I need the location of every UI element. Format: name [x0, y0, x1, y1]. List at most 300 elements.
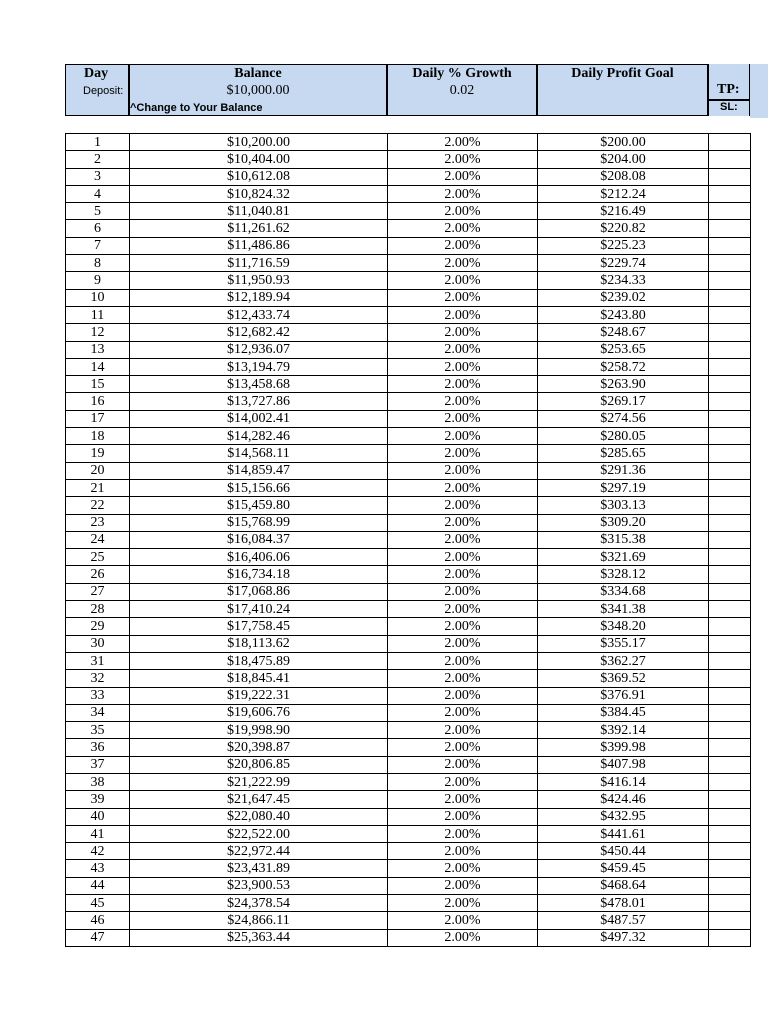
goal-cell: $468.64: [538, 877, 709, 894]
goal-cell: $497.32: [538, 929, 709, 946]
day-cell: 27: [66, 583, 130, 600]
balance-cell: $22,080.40: [130, 808, 388, 825]
table-row: [66, 583, 751, 600]
balance-cell: $14,282.46: [130, 428, 388, 445]
table-row: [66, 462, 751, 479]
table-row: [66, 306, 751, 323]
growth-cell: 2.00%: [388, 860, 538, 877]
table-row: [66, 185, 751, 202]
day-cell: 12: [66, 324, 130, 341]
day-cell: 19: [66, 445, 130, 462]
tp-sl-cell[interactable]: [709, 929, 751, 946]
growth-cell: 2.00%: [388, 825, 538, 842]
balance-cell: $12,682.42: [130, 324, 388, 341]
day-cell: 33: [66, 687, 130, 704]
table-row: [66, 566, 751, 583]
tp-sl-cell[interactable]: [709, 877, 751, 894]
balance-cell: $11,261.62: [130, 220, 388, 237]
growth-table-body: [66, 134, 751, 947]
table-row: [66, 289, 751, 306]
balance-cell: $11,950.93: [130, 272, 388, 289]
table-row: [66, 601, 751, 618]
goal-cell: $478.01: [538, 895, 709, 912]
tp-sl-cell[interactable]: [709, 635, 751, 652]
day-cell: 43: [66, 860, 130, 877]
day-cell: 41: [66, 825, 130, 842]
tp-sl-cell[interactable]: [709, 272, 751, 289]
growth-cell: 2.00%: [388, 445, 538, 462]
balance-cell: $14,859.47: [130, 462, 388, 479]
day-cell: 40: [66, 808, 130, 825]
goal-column-title: Daily Profit Goal: [571, 66, 674, 81]
growth-cell: 2.00%: [388, 704, 538, 721]
day-cell: 35: [66, 722, 130, 739]
balance-cell: $24,866.11: [130, 912, 388, 929]
tp-sl-header-cell: [708, 64, 750, 116]
balance-cell: $13,458.68: [130, 376, 388, 393]
balance-change-note: ^Change to Your Balance: [130, 102, 263, 114]
header-band: [65, 64, 768, 118]
table-row: [66, 687, 751, 704]
deposit-balance-input[interactable]: $10,000.00: [226, 83, 290, 98]
table-row: [66, 203, 751, 220]
balance-cell: $16,084.37: [130, 531, 388, 548]
table-row: [66, 912, 751, 929]
growth-cell: 2.00%: [388, 583, 538, 600]
day-cell: 10: [66, 289, 130, 306]
table-row: [66, 220, 751, 237]
table-row: [66, 341, 751, 358]
day-cell: 36: [66, 739, 130, 756]
day-cell: 23: [66, 514, 130, 531]
growth-cell: 2.00%: [388, 601, 538, 618]
growth-cell: 2.00%: [388, 134, 538, 151]
balance-cell: $19,222.31: [130, 687, 388, 704]
goal-cell: $291.36: [538, 462, 709, 479]
table-row: [66, 843, 751, 860]
balance-cell: $12,189.94: [130, 289, 388, 306]
day-cell: 21: [66, 479, 130, 496]
growth-cell: 2.00%: [388, 791, 538, 808]
growth-cell: 2.00%: [388, 843, 538, 860]
balance-cell: $22,522.00: [130, 825, 388, 842]
growth-cell: 2.00%: [388, 428, 538, 445]
tp-sl-cell[interactable]: [709, 358, 751, 375]
balance-cell: $12,433.74: [130, 306, 388, 323]
goal-header-cell: [537, 64, 708, 116]
balance-cell: $23,900.53: [130, 877, 388, 894]
growth-header-cell: [387, 64, 537, 116]
tp-sl-cell[interactable]: [709, 514, 751, 531]
growth-cell: 2.00%: [388, 929, 538, 946]
day-cell: 11: [66, 306, 130, 323]
tp-sl-cell[interactable]: [709, 722, 751, 739]
table-row: [66, 756, 751, 773]
growth-cell: 2.00%: [388, 272, 538, 289]
table-row: [66, 168, 751, 185]
tp-sl-cell[interactable]: [709, 168, 751, 185]
growth-cell: 2.00%: [388, 808, 538, 825]
tp-sl-cell[interactable]: [709, 324, 751, 341]
goal-cell: $450.44: [538, 843, 709, 860]
balance-cell: $10,200.00: [130, 134, 388, 151]
table-row: [66, 255, 751, 272]
tp-sl-cell[interactable]: [709, 376, 751, 393]
table-row: [66, 825, 751, 842]
day-cell: 20: [66, 462, 130, 479]
tp-sl-cell[interactable]: [709, 583, 751, 600]
balance-cell: $10,612.08: [130, 168, 388, 185]
table-row: [66, 134, 751, 151]
table-row: [66, 393, 751, 410]
day-cell: 37: [66, 756, 130, 773]
day-cell: 45: [66, 895, 130, 912]
day-cell: 22: [66, 497, 130, 514]
tp-sl-cell[interactable]: [709, 756, 751, 773]
balance-cell: $24,378.54: [130, 895, 388, 912]
tp-sl-cell[interactable]: [709, 393, 751, 410]
balance-cell: $15,768.99: [130, 514, 388, 531]
tp-sl-cell[interactable]: [709, 255, 751, 272]
growth-cell: 2.00%: [388, 168, 538, 185]
balance-cell: $15,156.66: [130, 479, 388, 496]
day-cell: 9: [66, 272, 130, 289]
balance-cell: $15,459.80: [130, 497, 388, 514]
tp-sl-cell[interactable]: [709, 341, 751, 358]
growth-table: [65, 133, 751, 947]
balance-cell: $17,410.24: [130, 601, 388, 618]
balance-cell: $21,647.45: [130, 791, 388, 808]
table-row: [66, 514, 751, 531]
tp-sl-cell[interactable]: [709, 134, 751, 151]
growth-cell: 2.00%: [388, 912, 538, 929]
growth-cell: 2.00%: [388, 462, 538, 479]
growth-cell: 2.00%: [388, 410, 538, 427]
growth-cell: 2.00%: [388, 687, 538, 704]
table-row: [66, 324, 751, 341]
goal-cell: $204.00: [538, 151, 709, 168]
day-cell: 32: [66, 670, 130, 687]
tp-sl-cell[interactable]: [709, 860, 751, 877]
growth-cell: 2.00%: [388, 358, 538, 375]
balance-cell: $22,972.44: [130, 843, 388, 860]
goal-cell: $243.80: [538, 306, 709, 323]
balance-cell: $11,040.81: [130, 203, 388, 220]
growth-cell: 2.00%: [388, 652, 538, 669]
goal-cell: $269.17: [538, 393, 709, 410]
growth-cell: 2.00%: [388, 306, 538, 323]
goal-cell: $220.82: [538, 220, 709, 237]
tp-sl-cell[interactable]: [709, 895, 751, 912]
goal-cell: $348.20: [538, 618, 709, 635]
table-row: [66, 376, 751, 393]
day-cell: 2: [66, 151, 130, 168]
goal-cell: $253.65: [538, 341, 709, 358]
goal-cell: $200.00: [538, 134, 709, 151]
day-cell: 4: [66, 185, 130, 202]
growth-cell: 2.00%: [388, 549, 538, 566]
table-row: [66, 704, 751, 721]
tp-sl-cell[interactable]: [709, 479, 751, 496]
goal-cell: $303.13: [538, 497, 709, 514]
goal-cell: $334.68: [538, 583, 709, 600]
growth-cell: 2.00%: [388, 877, 538, 894]
day-cell: 5: [66, 203, 130, 220]
tp-sl-cell[interactable]: [709, 912, 751, 929]
day-cell: 16: [66, 393, 130, 410]
balance-cell: $20,398.87: [130, 739, 388, 756]
tp-sl-cell[interactable]: [709, 566, 751, 583]
goal-cell: $212.24: [538, 185, 709, 202]
table-row: [66, 808, 751, 825]
day-cell: 13: [66, 341, 130, 358]
growth-cell: 2.00%: [388, 566, 538, 583]
goal-cell: $208.08: [538, 168, 709, 185]
tp-sl-cell[interactable]: [709, 185, 751, 202]
table-row: [66, 531, 751, 548]
balance-cell: $25,363.44: [130, 929, 388, 946]
table-row: [66, 895, 751, 912]
day-cell: 29: [66, 618, 130, 635]
day-cell: 46: [66, 912, 130, 929]
table-row: [66, 773, 751, 790]
balance-cell: $16,734.18: [130, 566, 388, 583]
day-cell: 30: [66, 635, 130, 652]
goal-cell: $432.95: [538, 808, 709, 825]
growth-cell: 2.00%: [388, 324, 538, 341]
table-row: [66, 635, 751, 652]
goal-cell: $384.45: [538, 704, 709, 721]
table-row: [66, 670, 751, 687]
tp-sl-cell[interactable]: [709, 462, 751, 479]
tp-sl-cell[interactable]: [709, 531, 751, 548]
balance-cell: $10,404.00: [130, 151, 388, 168]
day-cell: 17: [66, 410, 130, 427]
goal-cell: $234.33: [538, 272, 709, 289]
goal-cell: $248.67: [538, 324, 709, 341]
growth-cell: 2.00%: [388, 514, 538, 531]
day-cell: 47: [66, 929, 130, 946]
goal-cell: $239.02: [538, 289, 709, 306]
table-row: [66, 428, 751, 445]
tp-sl-cell[interactable]: [709, 652, 751, 669]
table-row: [66, 479, 751, 496]
growth-cell: 2.00%: [388, 497, 538, 514]
balance-cell: $18,475.89: [130, 652, 388, 669]
tp-sl-cell[interactable]: [709, 203, 751, 220]
table-row: [66, 237, 751, 254]
growth-cell: 2.00%: [388, 255, 538, 272]
day-cell: 15: [66, 376, 130, 393]
goal-cell: $315.38: [538, 531, 709, 548]
day-cell: 39: [66, 791, 130, 808]
growth-cell: 2.00%: [388, 220, 538, 237]
balance-cell: $19,998.90: [130, 722, 388, 739]
day-column-title: Day: [84, 66, 109, 81]
goal-cell: $216.49: [538, 203, 709, 220]
table-row: [66, 877, 751, 894]
balance-cell: $23,431.89: [130, 860, 388, 877]
goal-cell: $487.57: [538, 912, 709, 929]
table-row: [66, 358, 751, 375]
tp-sl-cell[interactable]: [709, 808, 751, 825]
growth-cell: 2.00%: [388, 237, 538, 254]
table-row: [66, 860, 751, 877]
goal-cell: $280.05: [538, 428, 709, 445]
goal-cell: $328.12: [538, 566, 709, 583]
tp-sl-cell[interactable]: [709, 825, 751, 842]
day-cell: 3: [66, 168, 130, 185]
balance-cell: $13,727.86: [130, 393, 388, 410]
goal-cell: $321.69: [538, 549, 709, 566]
day-cell: 34: [66, 704, 130, 721]
balance-header-cell: [129, 64, 387, 116]
goal-cell: $392.14: [538, 722, 709, 739]
growth-cell: 2.00%: [388, 185, 538, 202]
growth-cell: 2.00%: [388, 393, 538, 410]
table-row: [66, 929, 751, 946]
growth-cell: 2.00%: [388, 756, 538, 773]
table-row: [66, 739, 751, 756]
growth-cell: 2.00%: [388, 739, 538, 756]
growth-cell: 2.00%: [388, 773, 538, 790]
tp-sl-cell[interactable]: [709, 445, 751, 462]
day-cell: 6: [66, 220, 130, 237]
goal-cell: $341.38: [538, 601, 709, 618]
balance-cell: $17,758.45: [130, 618, 388, 635]
growth-cell: 2.00%: [388, 151, 538, 168]
tp-sl-cell[interactable]: [709, 843, 751, 860]
goal-cell: $376.91: [538, 687, 709, 704]
growth-cell: 2.00%: [388, 289, 538, 306]
tp-sl-cell[interactable]: [709, 306, 751, 323]
tp-label: TP:: [717, 82, 740, 97]
balance-cell: $19,606.76: [130, 704, 388, 721]
balance-cell: $18,113.62: [130, 635, 388, 652]
goal-cell: $416.14: [538, 773, 709, 790]
balance-cell: $12,936.07: [130, 341, 388, 358]
balance-cell: $20,806.85: [130, 756, 388, 773]
tp-sl-cell[interactable]: [709, 289, 751, 306]
growth-cell: 2.00%: [388, 479, 538, 496]
goal-cell: $441.61: [538, 825, 709, 842]
tp-sl-cell[interactable]: [709, 497, 751, 514]
table-row: [66, 652, 751, 669]
day-cell: 42: [66, 843, 130, 860]
tp-sl-cell[interactable]: [709, 428, 751, 445]
day-cell: 24: [66, 531, 130, 548]
tp-sl-cell[interactable]: [709, 791, 751, 808]
balance-cell: $17,068.86: [130, 583, 388, 600]
growth-cell: 2.00%: [388, 203, 538, 220]
sl-label: SL:: [720, 101, 738, 113]
tp-sl-cell[interactable]: [709, 601, 751, 618]
goal-cell: $263.90: [538, 376, 709, 393]
table-row: [66, 791, 751, 808]
tp-sl-cell[interactable]: [709, 670, 751, 687]
growth-cell: 2.00%: [388, 635, 538, 652]
day-cell: 44: [66, 877, 130, 894]
tp-sl-cell[interactable]: [709, 237, 751, 254]
balance-cell: $16,406.06: [130, 549, 388, 566]
day-cell: 8: [66, 255, 130, 272]
tp-sl-cell[interactable]: [709, 739, 751, 756]
growth-rate-input[interactable]: 0.02: [449, 83, 475, 98]
day-cell: 7: [66, 237, 130, 254]
growth-column-title: Daily % Growth: [412, 66, 512, 81]
growth-cell: 2.00%: [388, 341, 538, 358]
table-row: [66, 151, 751, 168]
growth-cell: 2.00%: [388, 376, 538, 393]
table-row: [66, 272, 751, 289]
day-header-cell: [65, 64, 129, 116]
tp-sl-cell[interactable]: [709, 704, 751, 721]
tp-sl-cell[interactable]: [709, 549, 751, 566]
tp-sl-cell[interactable]: [709, 687, 751, 704]
table-row: [66, 445, 751, 462]
balance-column-title: Balance: [234, 66, 282, 81]
balance-cell: $11,486.86: [130, 237, 388, 254]
deposit-label: Deposit:: [83, 85, 124, 97]
growth-cell: 2.00%: [388, 670, 538, 687]
tp-sl-cell[interactable]: [709, 410, 751, 427]
tp-sl-cell[interactable]: [709, 773, 751, 790]
goal-cell: $225.23: [538, 237, 709, 254]
day-cell: 25: [66, 549, 130, 566]
goal-cell: $258.72: [538, 358, 709, 375]
goal-cell: $355.17: [538, 635, 709, 652]
goal-cell: $369.52: [538, 670, 709, 687]
balance-cell: $11,716.59: [130, 255, 388, 272]
goal-cell: $424.46: [538, 791, 709, 808]
growth-cell: 2.00%: [388, 895, 538, 912]
day-cell: 28: [66, 601, 130, 618]
goal-cell: $229.74: [538, 255, 709, 272]
tp-sl-cell[interactable]: [709, 151, 751, 168]
goal-cell: $459.45: [538, 860, 709, 877]
balance-cell: $18,845.41: [130, 670, 388, 687]
goal-cell: $362.27: [538, 652, 709, 669]
goal-cell: $285.65: [538, 445, 709, 462]
tp-sl-cell[interactable]: [709, 618, 751, 635]
balance-cell: $13,194.79: [130, 358, 388, 375]
growth-cell: 2.00%: [388, 531, 538, 548]
day-cell: 38: [66, 773, 130, 790]
balance-cell: $21,222.99: [130, 773, 388, 790]
balance-cell: $10,824.32: [130, 185, 388, 202]
table-row: [66, 722, 751, 739]
tp-sl-cell[interactable]: [709, 220, 751, 237]
day-cell: 31: [66, 652, 130, 669]
growth-cell: 2.00%: [388, 722, 538, 739]
goal-cell: $274.56: [538, 410, 709, 427]
day-cell: 1: [66, 134, 130, 151]
table-row: [66, 618, 751, 635]
table-row: [66, 410, 751, 427]
goal-cell: $297.19: [538, 479, 709, 496]
header-extension: [750, 64, 768, 118]
goal-cell: $407.98: [538, 756, 709, 773]
day-cell: 18: [66, 428, 130, 445]
growth-cell: 2.00%: [388, 618, 538, 635]
balance-cell: $14,568.11: [130, 445, 388, 462]
goal-cell: $309.20: [538, 514, 709, 531]
table-row: [66, 549, 751, 566]
balance-cell: $14,002.41: [130, 410, 388, 427]
day-cell: 26: [66, 566, 130, 583]
goal-cell: $399.98: [538, 739, 709, 756]
day-cell: 14: [66, 358, 130, 375]
